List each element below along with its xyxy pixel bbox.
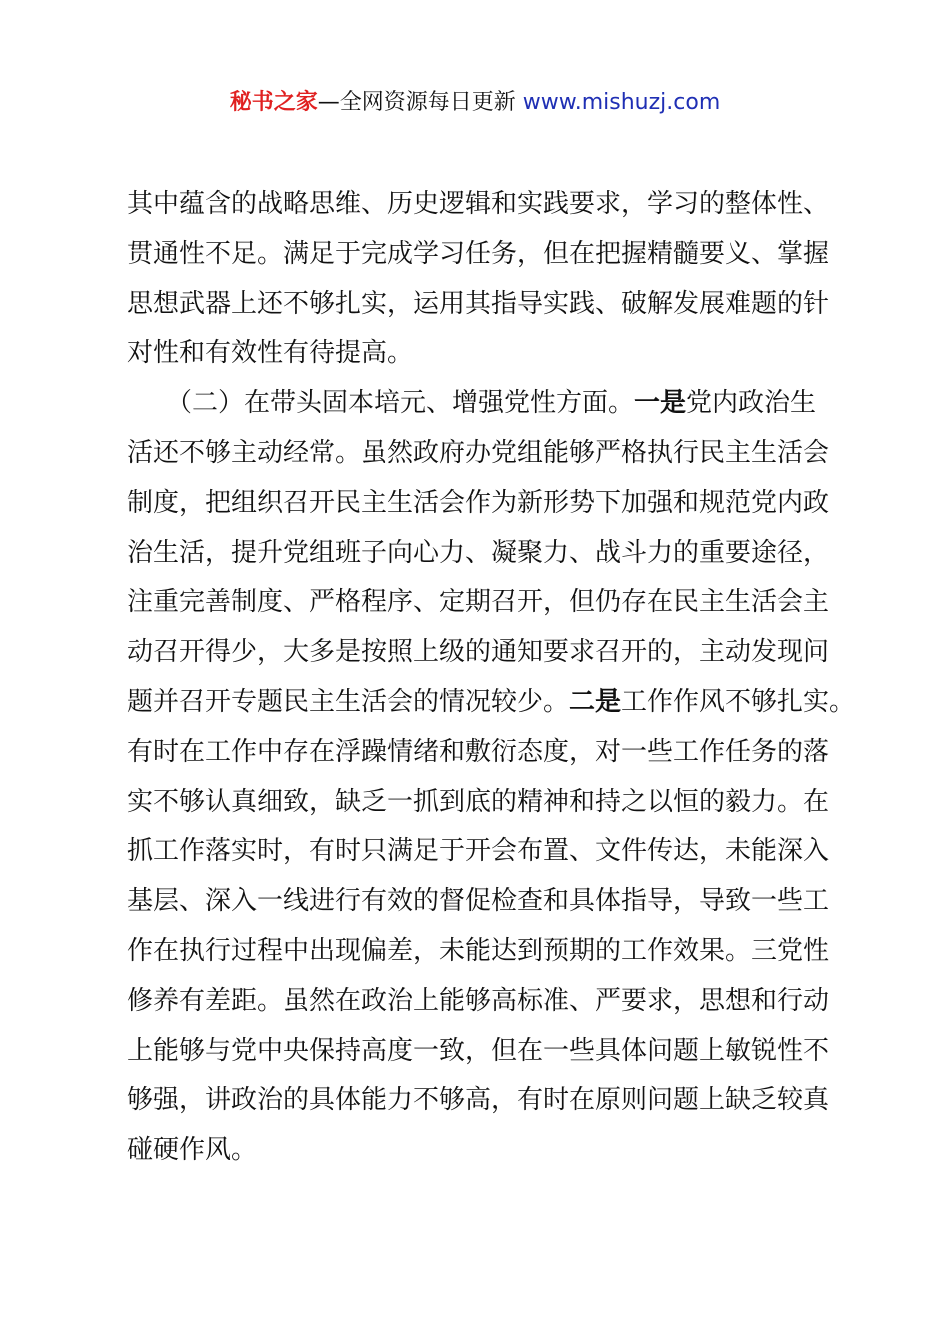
document-body	[127, 180, 856, 1176]
text-segment: 有时在工作中存在浮躁情绪和敷衍态度，对一些工作任务的落	[127, 736, 830, 767]
brand-name: 秘书之家	[229, 90, 318, 115]
text-line	[127, 230, 837, 280]
bold-text-segment: 二是	[569, 686, 622, 717]
text-line	[127, 1027, 837, 1077]
text-segment: 贯通性不足。满足于完成学习任务，但在把握精髓要义、掌握	[127, 238, 830, 269]
text-segment: 党内政治生	[686, 388, 817, 419]
site-header	[0, 86, 950, 120]
text-line	[127, 1126, 837, 1176]
header-slogan: —全网资源每日更新	[317, 90, 523, 115]
text-segment: 够强，讲政治的具体能力不够高，有时在原则问题上缺乏较真	[127, 1085, 830, 1116]
text-segment: 实不够认真细致，缺乏一抓到底的精神和持之以恒的毅力。在	[127, 786, 830, 817]
text-line	[127, 329, 837, 379]
text-line	[127, 280, 837, 330]
text-segment: 上能够与党中央保持高度一致，但在一些具体问题上敏锐性不	[127, 1035, 830, 1066]
text-segment: 活还不够主动经常。虽然政府办党组能够严格执行民主生活会	[127, 437, 830, 468]
text-line	[127, 778, 837, 828]
bold-text-segment: 一是	[634, 388, 687, 419]
text-segment: 抓工作落实时，有时只满足于开会布置、文件传达，未能深入	[127, 836, 830, 867]
text-line	[127, 1076, 837, 1126]
text-segment: 制度，把组织召开民主生活会作为新形势下加强和规范党内政	[127, 487, 830, 518]
text-segment: 治生活，提升党组班子向心力、凝聚力、战斗力的重要途径，	[127, 537, 830, 568]
text-segment: 作在执行过程中出现偏差，未能达到预期的工作效果。三党性	[127, 935, 830, 966]
text-line	[127, 379, 837, 429]
text-segment: 其中蕴含的战略思维、历史逻辑和实践要求，学习的整体性、	[127, 189, 830, 219]
text-segment: 注重完善制度、严格程序、定期召开，但仍存在民主生活会主	[127, 587, 830, 618]
text-line	[127, 479, 837, 529]
text-line	[127, 678, 856, 728]
text-line	[127, 728, 837, 778]
text-line	[127, 180, 837, 230]
text-line	[127, 628, 837, 678]
text-segment: 动召开得少，大多是按照上级的通知要求召开的，主动发现问	[127, 637, 830, 668]
text-line	[127, 877, 837, 927]
text-line	[127, 927, 837, 977]
text-segment: 工作作风不够扎实。	[621, 686, 856, 717]
text-segment: 基层、深入一线进行有效的督促检查和具体指导，导致一些工	[127, 886, 830, 917]
text-segment: 题并召开专题民主生活会的情况较少。	[127, 686, 570, 717]
text-segment: 对性和有效性有待提高。	[127, 338, 414, 369]
text-segment: （二）在带头固本培元、增强党性方面。	[127, 388, 635, 419]
text-line	[127, 977, 837, 1027]
text-line	[127, 578, 837, 628]
text-segment: 碰硬作风。	[127, 1135, 258, 1166]
text-line	[127, 529, 837, 579]
text-line	[127, 429, 837, 479]
text-segment: 思想武器上还不够扎实，运用其指导实践、破解发展难题的针	[127, 288, 830, 319]
site-url[interactable]: www.mishuzj.com	[522, 90, 721, 115]
text-line	[127, 827, 837, 877]
text-segment: 修养有差距。虽然在政治上能够高标准、严要求，思想和行动	[127, 985, 830, 1016]
